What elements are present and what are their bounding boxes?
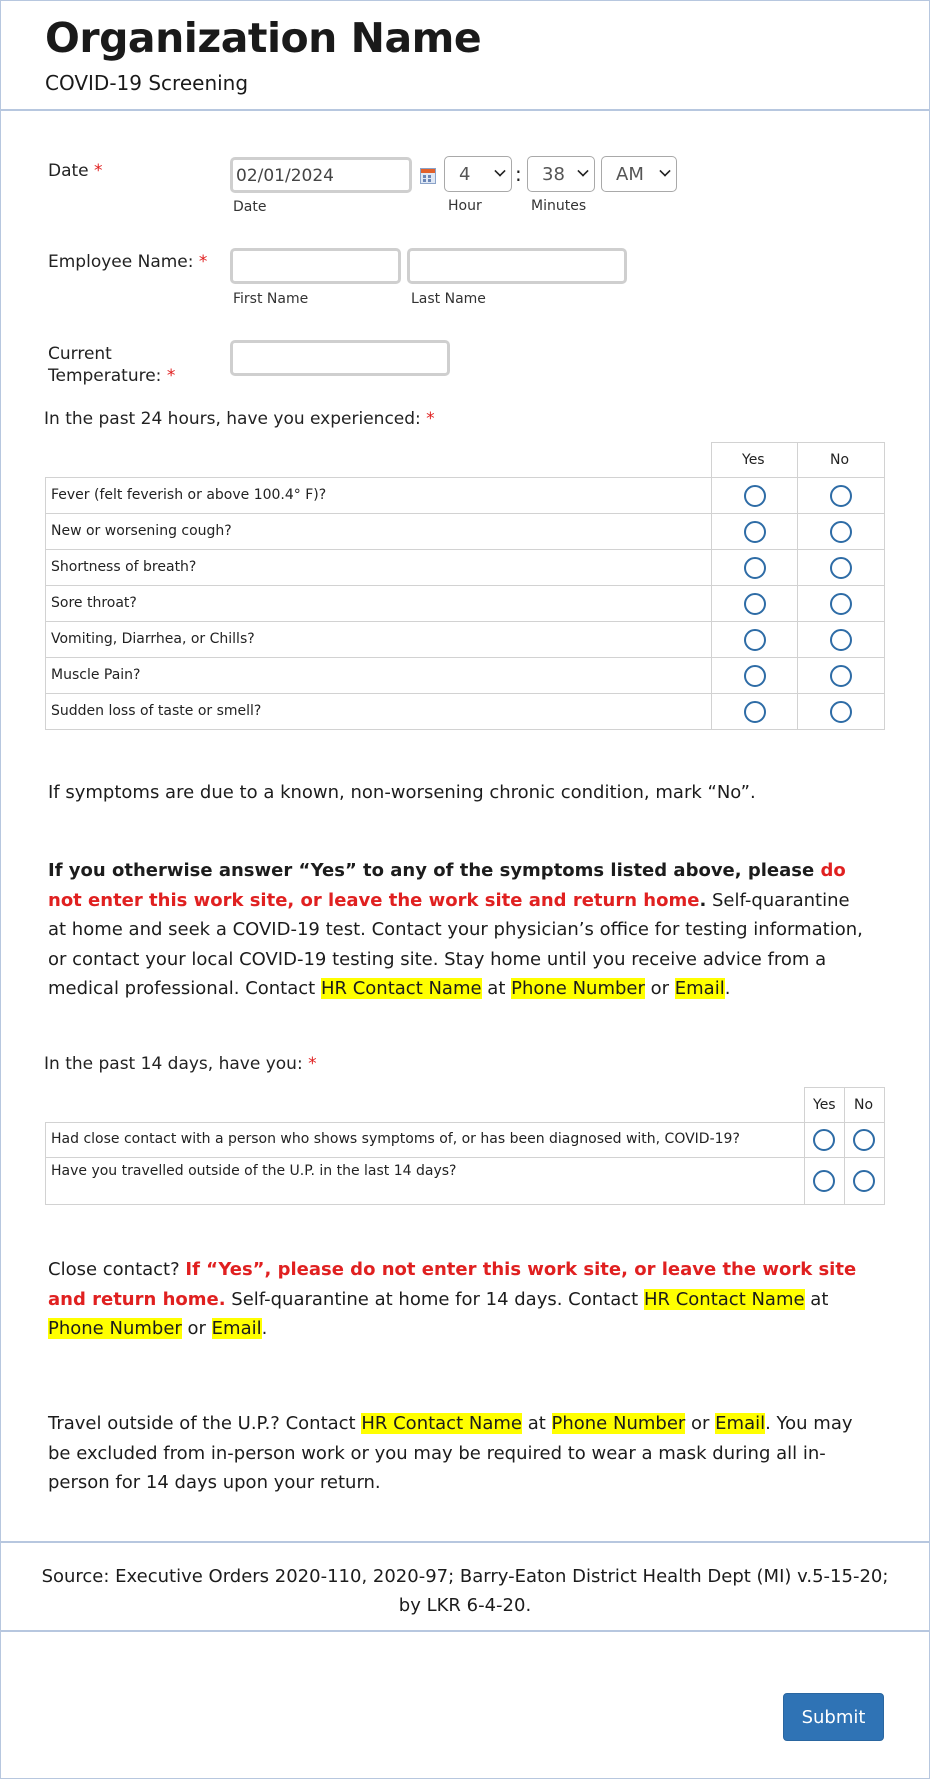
radio-no[interactable] bbox=[830, 593, 852, 615]
symptom-question: Shortness of breath? bbox=[51, 559, 197, 575]
hr-contact-placeholder: HR Contact Name bbox=[643, 1288, 805, 1310]
first-name-sublabel: First Name bbox=[233, 291, 309, 307]
exposure-yes-header bbox=[804, 1087, 845, 1123]
symptom-yes-cell bbox=[711, 513, 798, 550]
close-contact-warning: If “Yes”, please do not enter this work site, or leave the work site and return home. bbox=[48, 1259, 857, 1310]
employee-name-label-text: Employee Name: bbox=[48, 252, 194, 272]
radio-yes[interactable] bbox=[744, 557, 766, 579]
exposure-yes-cell bbox=[804, 1157, 845, 1205]
date-sublabel: Date bbox=[233, 199, 267, 215]
email-placeholder: Email bbox=[715, 1413, 766, 1434]
temperature-label bbox=[48, 343, 175, 387]
temperature-input[interactable] bbox=[230, 340, 450, 376]
radio-no[interactable] bbox=[830, 629, 852, 651]
phone-placeholder: Phone Number bbox=[511, 978, 645, 999]
table-row bbox=[45, 693, 712, 730]
required-mark: * bbox=[426, 409, 435, 429]
ampm-select[interactable] bbox=[601, 156, 677, 192]
close-contact-end: . bbox=[261, 1318, 268, 1339]
travel-or: or bbox=[685, 1413, 716, 1434]
symptom-no-cell bbox=[797, 585, 885, 622]
minutes-select[interactable] bbox=[527, 156, 595, 192]
date-label-text: Date bbox=[48, 161, 89, 181]
minutes-sublabel: Minutes bbox=[531, 198, 587, 214]
email-placeholder: Email bbox=[674, 978, 725, 999]
travel-instructions bbox=[48, 1409, 873, 1498]
instructions-bold-end: . bbox=[699, 889, 707, 911]
instructions-at: at bbox=[481, 978, 512, 999]
phone-placeholder: Phone Number bbox=[551, 1413, 686, 1434]
symptom-no-cell bbox=[797, 513, 885, 550]
employee-name-label bbox=[48, 251, 207, 273]
radio-no[interactable] bbox=[830, 701, 852, 723]
travel-at: at bbox=[521, 1413, 552, 1434]
date-input[interactable]: 02/01/2024 bbox=[230, 157, 412, 193]
temperature-label-line2: Temperature: bbox=[48, 366, 162, 386]
close-contact-instructions bbox=[48, 1255, 873, 1344]
no-column-label: No bbox=[854, 1097, 874, 1113]
required-mark: * bbox=[166, 366, 176, 386]
close-contact-body: Self-quarantine at home for 14 days. Contact bbox=[225, 1288, 644, 1310]
last-name-input[interactable] bbox=[407, 248, 627, 284]
yes-column-label: Yes bbox=[813, 1097, 836, 1113]
symptom-no-cell bbox=[797, 657, 885, 694]
radio-no[interactable] bbox=[830, 557, 852, 579]
symptom-yes-cell bbox=[711, 621, 798, 658]
radio-yes[interactable] bbox=[813, 1170, 835, 1192]
close-contact-intro: Close contact? bbox=[48, 1259, 186, 1280]
radio-yes[interactable] bbox=[813, 1129, 835, 1151]
symptom-yes-cell bbox=[711, 693, 798, 730]
instructions-bold-intro: If you otherwise answer “Yes” to any of the symptoms listed above, please bbox=[48, 860, 821, 881]
phone-placeholder: Phone Number bbox=[48, 1318, 182, 1339]
ampm-value: AM bbox=[616, 163, 644, 185]
form-header bbox=[0, 0, 930, 111]
radio-yes[interactable] bbox=[744, 665, 766, 687]
symptoms-no-header bbox=[797, 442, 885, 478]
exposure-no-header bbox=[844, 1087, 885, 1123]
radio-no[interactable] bbox=[853, 1129, 875, 1151]
symptoms-prompt bbox=[44, 408, 435, 430]
hour-value: 4 bbox=[459, 163, 471, 185]
last-name-sublabel: Last Name bbox=[411, 291, 486, 307]
instructions-end: . bbox=[724, 978, 731, 999]
symptom-yes-cell bbox=[711, 657, 798, 694]
exposure-no-cell bbox=[844, 1122, 885, 1158]
radio-no[interactable] bbox=[853, 1170, 875, 1192]
chronic-condition-note: If symptoms are due to a known, non-worsening chronic condition, mark “No”. bbox=[48, 782, 756, 803]
chevron-down-icon bbox=[659, 165, 670, 176]
exposure-question: Have you travelled outside of the U.P. in the last 14 days? bbox=[51, 1163, 457, 1179]
hour-select[interactable] bbox=[444, 156, 512, 192]
table-row bbox=[45, 513, 712, 550]
required-mark: * bbox=[198, 252, 208, 272]
minutes-value: 38 bbox=[542, 163, 565, 185]
submit-button[interactable]: Submit bbox=[783, 1693, 884, 1741]
table-row bbox=[45, 549, 712, 586]
radio-no[interactable] bbox=[830, 521, 852, 543]
symptom-no-cell bbox=[797, 621, 885, 658]
yes-column-label: Yes bbox=[742, 452, 765, 468]
page-subtitle: COVID-19 Screening bbox=[45, 71, 249, 95]
symptom-question: Sudden loss of taste or smell? bbox=[51, 703, 262, 719]
exposure-prompt-text: In the past 14 days, have you: bbox=[44, 1054, 303, 1074]
divider bbox=[0, 1541, 930, 1543]
table-row bbox=[45, 621, 712, 658]
travel-end: . You may be excluded from in-person work or you may be required to wear a mask during all in-person for 14 days upon your return. bbox=[48, 1413, 853, 1493]
symptom-question: New or worsening cough? bbox=[51, 523, 232, 539]
exposure-yes-cell bbox=[804, 1122, 845, 1158]
hour-sublabel: Hour bbox=[448, 198, 482, 214]
instructions-or: or bbox=[644, 978, 675, 999]
exposure-question: Had close contact with a person who shows symptoms of, or has been diagnosed with, COVID-19? bbox=[51, 1131, 740, 1147]
symptom-question: Muscle Pain? bbox=[51, 667, 141, 683]
symptom-question: Fever (felt feverish or above 100.4° F)? bbox=[51, 487, 327, 503]
chevron-down-icon bbox=[494, 165, 505, 176]
page-title: Organization Name bbox=[45, 14, 482, 62]
instructions-warning: do not enter this work site, or leave the work site and return home bbox=[48, 860, 846, 911]
symptom-no-cell bbox=[797, 693, 885, 730]
symptoms-yes-header bbox=[711, 442, 798, 478]
table-row bbox=[45, 657, 712, 694]
symptoms-prompt-text: In the past 24 hours, have you experienced: bbox=[44, 409, 421, 429]
chevron-down-icon bbox=[577, 165, 588, 176]
symptom-yes-cell bbox=[711, 477, 798, 514]
table-row bbox=[45, 1157, 805, 1205]
radio-yes[interactable] bbox=[744, 701, 766, 723]
email-placeholder: Email bbox=[211, 1318, 262, 1339]
symptom-yes-cell bbox=[711, 585, 798, 622]
exposure-prompt bbox=[44, 1053, 317, 1075]
required-mark: * bbox=[308, 1054, 317, 1074]
symptom-no-cell bbox=[797, 477, 885, 514]
symptom-yes-cell bbox=[711, 549, 798, 586]
symptom-no-cell bbox=[797, 549, 885, 586]
radio-yes[interactable] bbox=[744, 629, 766, 651]
travel-intro: Travel outside of the U.P.? Contact bbox=[48, 1413, 362, 1434]
symptom-question: Sore throat? bbox=[51, 595, 137, 611]
first-name-input[interactable] bbox=[230, 248, 401, 284]
divider bbox=[0, 1630, 930, 1632]
calendar-icon[interactable] bbox=[420, 168, 436, 184]
radio-no[interactable] bbox=[830, 485, 852, 507]
hr-contact-placeholder: HR Contact Name bbox=[320, 978, 482, 999]
table-row bbox=[45, 1122, 805, 1158]
radio-yes[interactable] bbox=[744, 521, 766, 543]
instructions-body: Self-quarantine at home and seek a COVID-19 test. Contact your physician’s office for testing information, or contact your local COVID-19 testing site. Stay home until you receive advice from a medical professional. Contact bbox=[48, 889, 863, 999]
close-contact-or: or bbox=[181, 1318, 212, 1339]
radio-yes[interactable] bbox=[744, 485, 766, 507]
temperature-label-line1: Current bbox=[48, 344, 112, 364]
hr-contact-placeholder: HR Contact Name bbox=[361, 1413, 522, 1434]
no-column-label: No bbox=[830, 452, 850, 468]
close-contact-at: at bbox=[804, 1288, 829, 1310]
table-row bbox=[45, 585, 712, 622]
radio-no[interactable] bbox=[830, 665, 852, 687]
time-separator: : bbox=[515, 162, 522, 186]
table-row bbox=[45, 477, 712, 514]
exposure-no-cell bbox=[844, 1157, 885, 1205]
date-label bbox=[48, 160, 103, 182]
symptom-instructions bbox=[48, 856, 873, 1004]
symptom-question: Vomiting, Diarrhea, or Chills? bbox=[51, 631, 255, 647]
radio-yes[interactable] bbox=[744, 593, 766, 615]
required-mark: * bbox=[94, 161, 103, 181]
source-note: Source: Executive Orders 2020-110, 2020-97; Barry-Eaton District Health Dept (MI) v.5-15-20; by LKR 6-4-20. bbox=[41, 1566, 889, 1616]
